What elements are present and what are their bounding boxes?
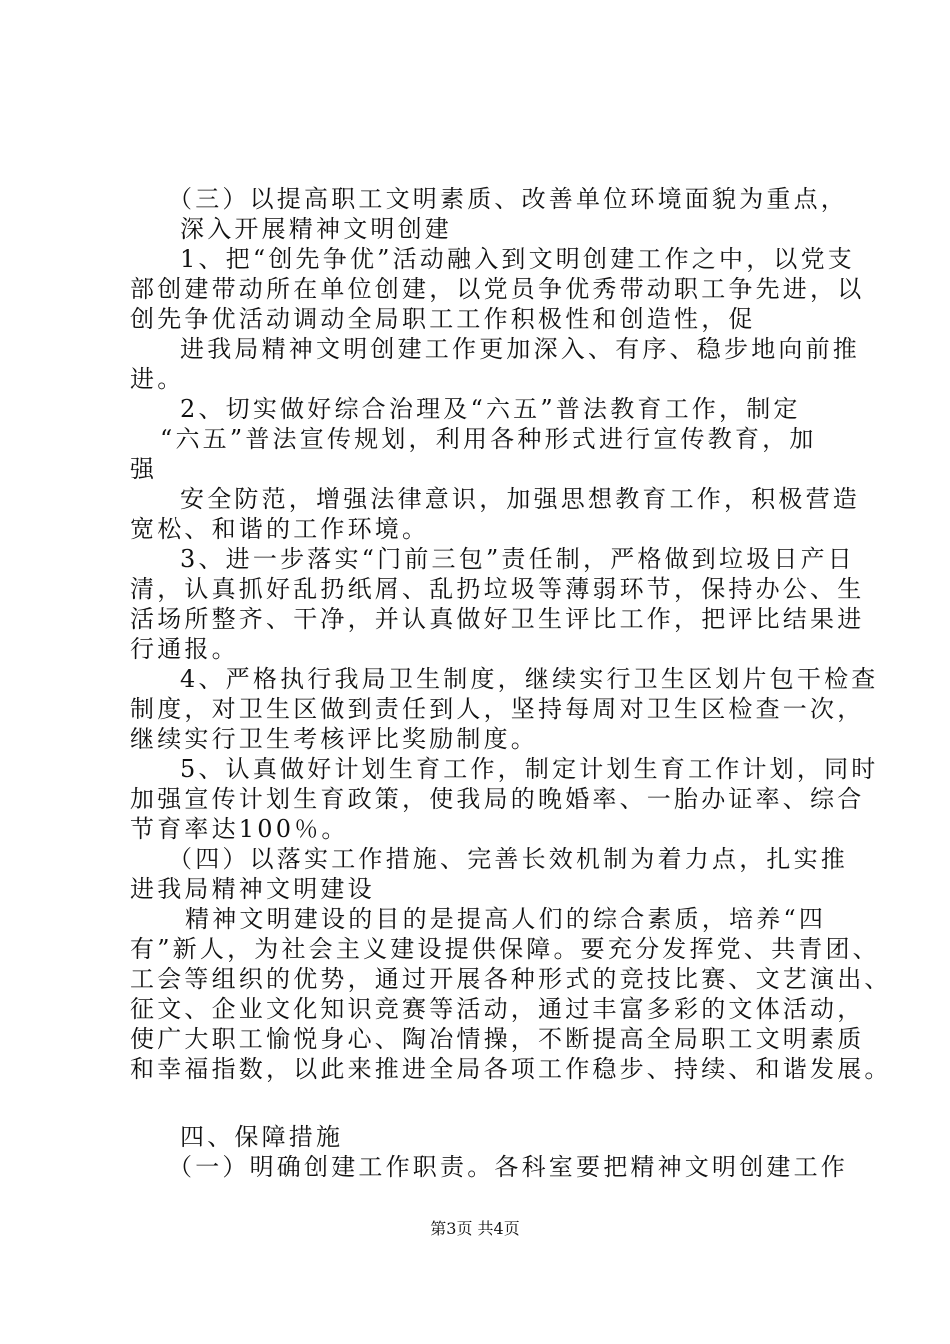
text-line: 1、把“创先争优”活动融入到文明创建工作之中，以党支 bbox=[180, 245, 856, 273]
text-line: 制度，对卫生区做到责任到人，坚持每周对卫生区检查一次， bbox=[130, 695, 865, 723]
text-line: 有”新人，为社会主义建设提供保障。要充分发挥党、共青团、 bbox=[130, 935, 880, 963]
text-line: 4、严格执行我局卫生制度，继续实行卫生区划片包干检查 bbox=[180, 665, 879, 693]
text-line: 节育率达100％。 bbox=[130, 815, 349, 843]
text-line: 创先争优活动调动全局职工工作积极性和创造性，促 bbox=[130, 305, 756, 333]
text-line: （三）以提高职工文明素质、改善单位环境面貌为重点， bbox=[168, 185, 848, 213]
text-line: 进。 bbox=[130, 365, 185, 393]
text-line: 工会等组织的优势，通过开展各种形式的竞技比赛、文艺演出、 bbox=[130, 965, 892, 993]
text-line: 精神文明建设的目的是提高人们的综合素质，培养“四 bbox=[185, 905, 827, 933]
text-line: 深入开展精神文明创建 bbox=[180, 215, 452, 243]
page-number: 第3页 共4页 bbox=[430, 1219, 520, 1238]
text-line: 加强宣传计划生育政策，使我局的晚婚率、一胎办证率、综合 bbox=[130, 785, 865, 813]
text-line: 安全防范，增强法律意识，加强思想教育工作，积极营造 bbox=[180, 485, 860, 513]
text-line: 3、进一步落实“门前三包”责任制，严格做到垃圾日产日 bbox=[180, 545, 856, 573]
text-line: 清，认真抓好乱扔纸屑、乱扔垃圾等薄弱环节，保持办公、生 bbox=[130, 575, 865, 603]
text-line: 使广大职工愉悦身心、陶冶情操，不断提高全局职工文明素质 bbox=[130, 1025, 865, 1053]
text-line: 行通报。 bbox=[130, 635, 239, 663]
text-line: 宽松、和谐的工作环境。 bbox=[130, 515, 430, 543]
text-line: “六五”普法宣传规划，利用各种形式进行宣传教育，加 bbox=[160, 425, 817, 453]
text-line: 征文、企业文化知识竞赛等活动，通过丰富多彩的文体活动， bbox=[130, 995, 865, 1023]
text-line: 进我局精神文明创建工作更加深入、有序、稳步地向前推 bbox=[180, 335, 860, 363]
text-line: （一）明确创建工作职责。各科室要把精神文明创建工作 bbox=[168, 1153, 848, 1181]
text-line: 部创建带动所在单位创建，以党员争优秀带动职工争先进，以 bbox=[130, 275, 865, 303]
text-line: （四）以落实工作措施、完善长效机制为着力点，扎实推 bbox=[168, 845, 848, 873]
text-line: 强 bbox=[130, 455, 158, 483]
text-line: 继续实行卫生考核评比奖励制度。 bbox=[130, 725, 538, 753]
text-line: 和幸福指数，以此来推进全局各项工作稳步、持续、和谐发展。 bbox=[130, 1055, 892, 1083]
text-line: 活场所整齐、干净，并认真做好卫生评比工作，把评比结果进 bbox=[130, 605, 865, 633]
section-heading: 四、保障措施 bbox=[180, 1123, 344, 1151]
text-line: 进我局精神文明建设 bbox=[130, 875, 375, 903]
text-line: 5、认真做好计划生育工作，制定计划生育工作计划，同时 bbox=[180, 755, 879, 783]
text-line: 2、切实做好综合治理及“六五”普法教育工作，制定 bbox=[180, 395, 801, 423]
